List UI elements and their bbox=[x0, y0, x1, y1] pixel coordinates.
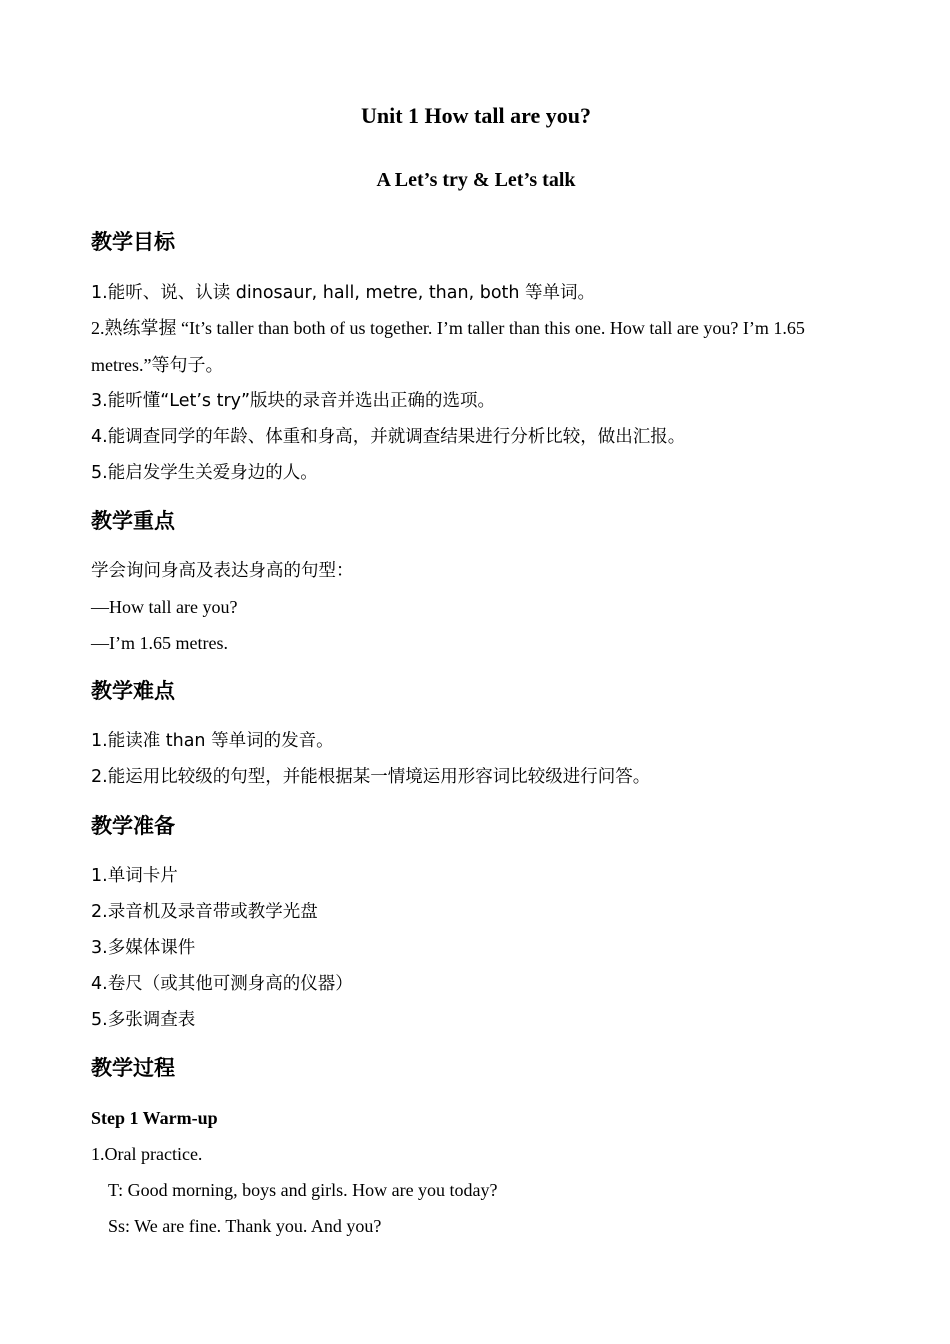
preparation-item-4: 4.卷尺（或其他可测身高的仪器） bbox=[91, 974, 353, 994]
objective-item-1: 1.能听、说、认读 dinosaur, hall, metre, than, both 等单词。 bbox=[91, 283, 596, 303]
objective-item-3: 3.能听懂“Let’s try”版块的录音并选出正确的选项。 bbox=[91, 391, 496, 411]
key-points-heading: 教学重点 bbox=[91, 509, 175, 533]
preparation-item-5: 5.多张调查表 bbox=[91, 1010, 196, 1030]
difficulty-item-1: 1.能读准 than 等单词的发音。 bbox=[91, 731, 334, 751]
objectives-heading: 教学目标 bbox=[91, 230, 175, 254]
objective-item-2: 2.熟练掌握 “It’s taller than both of us together. I’m taller than this one. How tall are you? I’m 1.65 bbox=[91, 318, 805, 338]
document-title: Unit 1 How tall are you? bbox=[361, 103, 591, 128]
objective-item-2-continued: metres.”等句子。 bbox=[91, 355, 224, 375]
document-subtitle: A Let’s try & Let’s talk bbox=[376, 169, 576, 191]
dialogue-teacher-line: T: Good morning, boys and girls. How are you today? bbox=[108, 1180, 498, 1200]
difficulties-heading: 教学难点 bbox=[91, 679, 175, 703]
dialogue-students-line: Ss: We are fine. Thank you. And you? bbox=[108, 1216, 382, 1236]
preparation-item-1: 1.单词卡片 bbox=[91, 866, 178, 886]
key-point-intro: 学会询问身高及表达身高的句型： bbox=[91, 561, 354, 581]
key-point-question: —How tall are you? bbox=[91, 597, 238, 617]
process-heading: 教学过程 bbox=[91, 1056, 175, 1080]
preparation-item-2: 2.录音机及录音带或教学光盘 bbox=[91, 902, 318, 922]
preparation-heading: 教学准备 bbox=[91, 814, 175, 838]
objective-item-4: 4.能调查同学的年龄、体重和身高，并就调查结果进行分析比较，做出汇报。 bbox=[91, 427, 686, 447]
preparation-item-3: 3.多媒体课件 bbox=[91, 938, 196, 958]
objective-item-5: 5.能启发学生关爱身边的人。 bbox=[91, 463, 318, 483]
step1-title: Step 1 Warm-up bbox=[91, 1108, 218, 1128]
process-item-oral-practice: 1.Oral practice. bbox=[91, 1144, 203, 1164]
difficulty-item-2: 2.能运用比较级的句型，并能根据某一情境运用形容词比较级进行问答。 bbox=[91, 767, 651, 787]
key-point-answer: —I’m 1.65 metres. bbox=[91, 633, 228, 653]
